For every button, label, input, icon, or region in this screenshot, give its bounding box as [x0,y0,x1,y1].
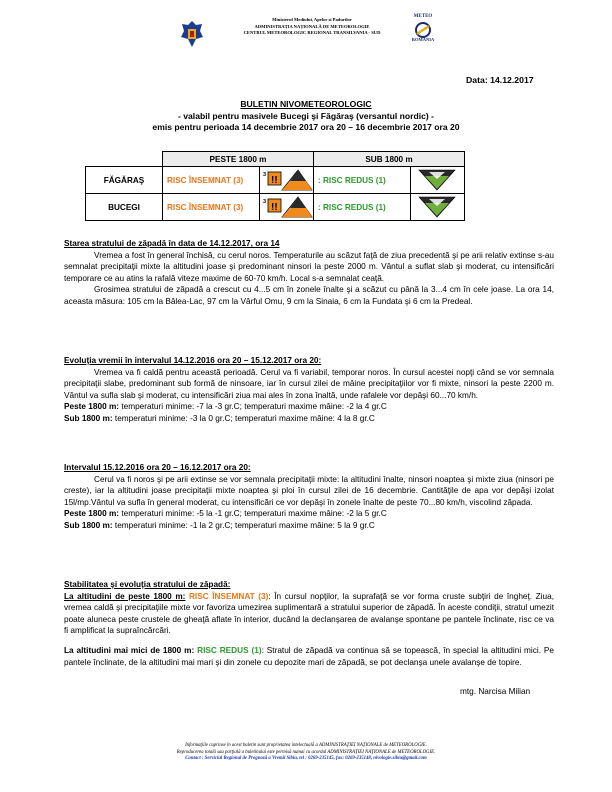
stability-text: : Stratul de zăpadă va continua să se topească, în special la altitudini mici. Pe pantele înclinate, de la altitudini mai mari şi din zonele cu depozite mari de zăpadă, se pot declanşa unele avalanşe de topire. [64,645,554,667]
meteo-romania-logo [406,14,440,60]
massif-name: BUCEGI [86,194,163,221]
temp-label: Peste 1800 m: [64,509,120,519]
paragraph: Vremea va fi caldă pentru această perioadă. Cerul va fi variabil, temporar noros. În cursul acestei nopţi când se vor semnala precipitaţii slabe, predominant sub formă de ninsoare, iar în cursul zilei de mâine precipitaţiilor vor fi mixte, ninsori la peste 2200 m. Vântul va sufla slab şi moderat, cu intensificări ziua mai ales în zona înaltă, unde rafalele vor depăşi 60...70 km/h. [64,367,554,400]
svg-text:!!: !! [271,175,278,186]
stability-text: : În cursul nopţilor, la suprafaţă se vor forma cruste subţiri de îngheţ. Ziua, vremea caldă şi precipitaţiile mixte vor favoriza umezirea suplimentară a stratului superior de zăpadă. În aceste condiţii, stratul umezit poate aluneca peste crustele de gheaţă aflate în interior, ducând la declanşarea de avalanşe spontane pe pantele înclinate, risc ce va fi amplificat la supraîncărcări. [64,591,554,636]
footer-contact: Contact : Serviciul Regional de Prognoză a Vremii Sibiu, tel : 0269-235145, fax: 0269-235148, nivologie.sibiu@gmail.com [185,756,427,762]
title-line3: emis pentru perioada 14 decembrie 2017 ora 20 – 16 decembrie 2017 ora 20 [152,122,460,132]
paragraph: Vremea a fost în general închisă, cu cerul noros. Temperaturile au scăzut faţă de ziua precedentă şi pe arii relativ extinse s-au semnalat precipitaţii mixte la altitudini joase şi predominant ninsori la peste 2000 m. Vântul a suflat slab şi moderat, cu intensificări temporare ce au atins la rafală viteze maxime de 60-70 km/h. Local s-a semnalat ceaţă. [64,250,554,283]
interval-2-section [64,462,554,532]
altitude-label: La altitudini mai mici de 1800 m: [64,645,195,655]
romania-coat-of-arms-icon [178,19,206,49]
col-above-1800: PESTE 1800 m [163,152,314,167]
risk-above-value: RISC ÎNSEMNAT (3) [163,194,260,221]
meteo-logo-icon [413,22,433,38]
col-below-1800: SUB 1800 m [314,152,465,167]
header-institution [212,17,412,37]
bulletin-date: Data: 14.12.2017 [466,75,534,85]
risk-below-value: : RISC REDUS (1) [314,194,411,221]
section-heading: Starea stratului de zăpadă în data de 14.12.2017, ora 14 [64,239,280,248]
temp-text: temperaturi minime: -5 la -1 gr.C; temperaturi maxime mâine: -2 la 5 gr.C [119,509,387,519]
risk-row-fagaras [86,167,465,194]
risk-below-value: : RISC REDUS (1) [314,167,411,194]
temp-line-below [64,413,554,425]
logo-meteo-text: METEO [413,14,433,19]
section-heading: Intervalul 15.12.2016 ora 20 – 16.12.2017 ora 20: [64,463,251,472]
massif-name: FĂGĂRAŞ [86,167,163,194]
temp-line-above [64,508,554,520]
logo-romania-text: ROMANIA [411,37,435,42]
temp-label: Sub 1800 m: [64,520,113,530]
empty-corner-cell [86,152,163,167]
footer-line1: Informaţiile cuprinse în acest buletin sunt proprietatea intelectuală a ADMINISTRAŢIEI NAŢIONALE de METEOROLOGIE. [185,743,427,748]
signature: mtg. Narcisa Milian [460,687,531,696]
weather-evolution-section [64,355,554,425]
risk-table [85,151,465,221]
avalanche-risk-3-icon [260,194,314,221]
title-line1: BULETIN NIVOMETEOROLOGIC [240,99,372,109]
risk-label-1: RISC REDUS (1) [197,645,262,655]
temp-text: temperaturi minime: -7 la -3 gr.C; temperaturi maxime mâine: -2 la 4 gr.C [119,402,387,412]
temp-line-above [64,401,554,413]
avalanche-risk-3-icon [260,167,314,194]
section-heading: Stabilitatea şi evoluţia stratului de zăpadă: [64,580,231,589]
risk-table-header [86,152,465,167]
header-line1: Ministerul Mediului, Apelor si Padurilor [272,17,352,22]
risk-above-value: RISC ÎNSEMNAT (3) [163,167,260,194]
svg-text:!!: !! [271,202,278,213]
avalanche-risk-1-icon [411,194,465,221]
document-header [0,0,612,70]
header-line3: CENTRUL METEOROLOGIC REGIONAL TRANSILVANIA - SUD [243,30,381,36]
avalanche-risk-1-icon [411,167,465,194]
paragraph: Grosimea stratului de zăpadă a crescut cu 4...5 cm în zonele înalte şi a scăzut cu până la 3...4 cm în cele joase. La ora 14, aceasta măsura: 105 cm la Bâlea-Lac, 97 cm la Vârful Omu, 9 cm la Sinaia, 6 cm la Fundata şi 6 cm la Predeal. [64,285,554,306]
stability-below-paragraph [64,645,554,668]
temp-line-below [64,520,554,532]
footer-line2: Reproducerea totală sau parţială a buletinului este permisă numai cu acordul ADMINISTRAŢIEI NAŢIONALE de METEOROLOGIE. [176,749,436,755]
title-line2: - valabil pentru masivele Bucegi şi Făgăraş (versantul nordic) - [178,110,434,121]
footer [60,743,552,763]
svg-text:3: 3 [263,199,267,205]
paragraph: Cerul va fi noros şi pe arii extinse se vor semnala precipitaţii mixte: la altitudini înalte, ninsori noaptea şi mixte ziua (ninsori pe creste), iar la altitudini joase precipitaţii mixte noaptea şi ploi în cursul zilei de 16 decembrie. Cantităţile de apa vor depăşi izolat 15l/mp.Vântul va sufla în general moderat, cu intensificări ce vor depăşi în zonele înalte de peste 70...80 km/h, viscolind zăpada. [64,474,554,507]
temp-label: Sub 1800 m: [64,413,113,423]
stability-above-paragraph [64,591,554,637]
snow-state-section [64,238,554,308]
svg-text:3: 3 [263,172,267,178]
temp-text: temperaturi minime: -1 la 2 gr.C; temperaturi maxime mâine: 5 la 9 gr.C [112,520,375,530]
risk-row-bucegi [86,194,465,221]
temp-text: temperaturi minime: -3 la 0 gr.C; temperaturi maxime mâine: 4 la 8 gr.C [112,413,375,423]
bulletin-title [40,99,572,134]
header-line2: ADMINISTRAȚIA NAȚIONALĂ DE METEOROLOGIE [254,23,370,29]
temp-label: Peste 1800 m: [64,402,120,412]
stability-section [64,579,554,668]
section-heading: Evoluţia vremii în intervalul 14.12.2016 ora 20 – 15.12.2017 ora 20: [64,356,322,365]
risk-label-3: RISC ÎNSEMNAT (3) [188,591,269,601]
altitude-label: La altitudini de peste 1800 m: [64,591,186,601]
